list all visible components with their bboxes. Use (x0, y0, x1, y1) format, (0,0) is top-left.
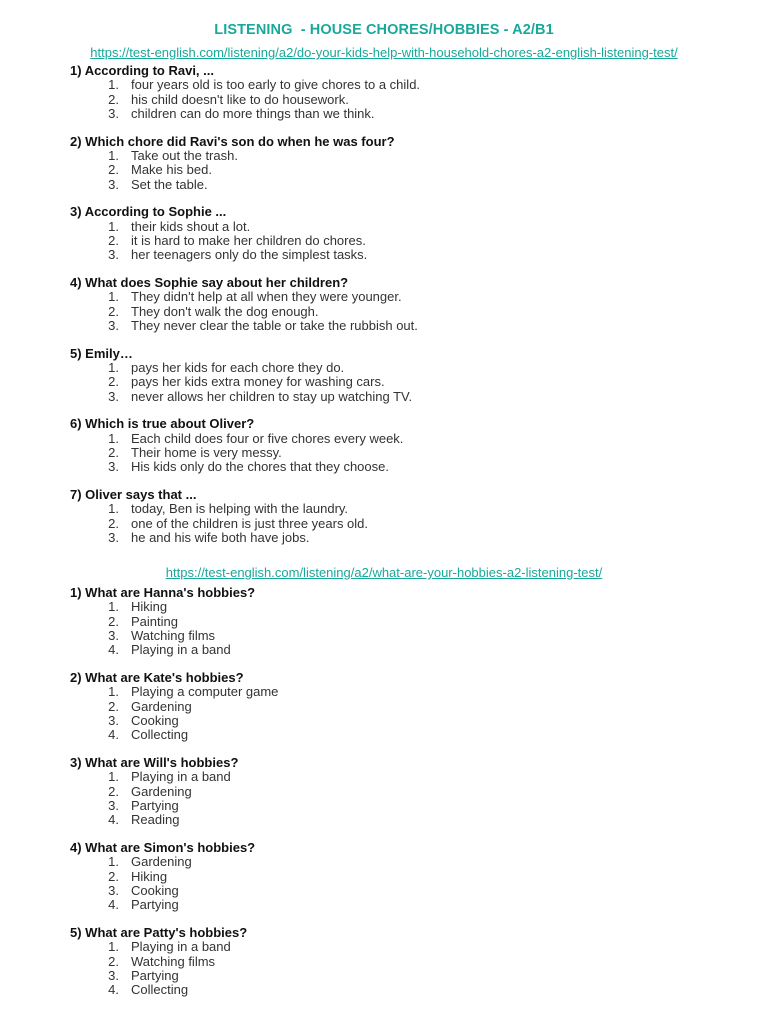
answer-option (70, 629, 750, 643)
option-text: Partying (131, 897, 179, 913)
answer-option (70, 93, 750, 107)
document-title: LISTENING - HOUSE CHORES/HOBBIES - A2/B1 (214, 22, 554, 38)
option-text: They don't walk the dog enough. (131, 303, 319, 319)
option-text: Hiking (131, 599, 168, 615)
answer-option (70, 220, 750, 234)
option-number: 2. (108, 232, 119, 248)
option-text: Watching films (131, 627, 216, 643)
option-text: Cooking (131, 882, 179, 898)
option-number: 2. (108, 445, 119, 461)
answer-option (70, 446, 750, 460)
option-number: 1. (108, 854, 119, 870)
answer-option (70, 770, 750, 784)
answer-option (70, 785, 750, 799)
question-title: 3) According to Sophie ... (70, 204, 227, 220)
option-text: never allows her children to stay up watching TV. (131, 388, 413, 404)
answer-option (70, 163, 750, 177)
question-block (70, 347, 750, 404)
question-block (70, 64, 750, 121)
option-number: 1. (108, 289, 119, 305)
option-text: Partying (131, 967, 179, 983)
option-text: four years old is too early to give chores to a child. (131, 77, 421, 93)
option-number: 3. (108, 176, 119, 192)
option-number: 3. (108, 530, 119, 546)
option-number: 3. (108, 317, 119, 333)
answer-option (70, 799, 750, 813)
question-title: 5) What are Patty's hobbies? (70, 924, 248, 940)
section-1-link[interactable]: https://test-english.com/listening/a2/do-your-kids-help-with-household-chores-a2-english-listening-test/ (90, 45, 678, 60)
option-text: Make his bed. (131, 162, 212, 178)
option-text: Painting (131, 613, 178, 629)
answer-option (70, 319, 750, 333)
answer-option (70, 432, 750, 446)
answer-option (70, 940, 750, 954)
option-text: Take out the trash. (131, 147, 238, 163)
option-text: Gardening (131, 783, 192, 799)
option-number: 2. (108, 374, 119, 390)
question-block (70, 586, 750, 657)
option-text: Their home is very messy. (131, 445, 282, 461)
question-title: 5) Emily… (70, 345, 133, 361)
option-number: 3. (108, 712, 119, 728)
question-title: 1) According to Ravi, ... (70, 63, 214, 78)
option-text: Gardening (131, 698, 192, 714)
option-text: Collecting (131, 982, 189, 998)
option-number: 2. (108, 91, 119, 107)
option-text: Collecting (131, 727, 189, 743)
option-text: it is hard to make her children do chores. (131, 232, 366, 248)
answer-option (70, 78, 750, 92)
option-number: 1. (108, 360, 119, 376)
question-title: 3) What are Will's hobbies? (70, 754, 239, 770)
option-text: Hiking (131, 868, 168, 884)
answer-option (70, 361, 750, 375)
answer-option (70, 517, 750, 531)
option-number: 3. (108, 459, 119, 475)
question-block (70, 756, 750, 827)
answer-option (70, 234, 750, 248)
option-text: Playing in a band (131, 642, 231, 658)
question-block (70, 841, 750, 912)
question-block (70, 276, 750, 333)
answer-option (70, 685, 750, 699)
option-number: 1. (108, 599, 119, 615)
answer-option (70, 728, 750, 742)
option-text: Cooking (131, 712, 179, 728)
answer-option (70, 178, 750, 192)
answer-option (70, 700, 750, 714)
answer-option (70, 375, 750, 389)
option-number: 1. (108, 147, 119, 163)
answer-option (70, 643, 750, 657)
option-number: 2. (108, 613, 119, 629)
option-text: he and his wife both have jobs. (131, 530, 310, 546)
option-text: one of the children is just three years old. (131, 515, 369, 531)
answer-option (70, 107, 750, 121)
option-number: 2. (108, 698, 119, 714)
option-text: today, Ben is helping with the laundry. (131, 501, 349, 517)
option-number: 3. (108, 388, 119, 404)
option-number: 2. (108, 303, 119, 319)
option-text: Playing in a band (131, 769, 231, 785)
option-number: 2. (108, 953, 119, 969)
option-number: 3. (108, 627, 119, 643)
option-number: 4. (108, 982, 119, 998)
answer-option (70, 305, 750, 319)
option-text: They never clear the table or take the rubbish out. (131, 317, 418, 333)
question-title: 4) What are Simon's hobbies? (70, 839, 256, 855)
option-text: Each child does four or five chores every week. (131, 430, 404, 446)
question-title: 7) Oliver says that ... (70, 487, 197, 503)
option-number: 3. (108, 967, 119, 983)
answer-option (70, 460, 750, 474)
answer-option (70, 714, 750, 728)
answer-option (70, 855, 750, 869)
answer-option (70, 600, 750, 614)
question-block (70, 135, 750, 192)
option-number: 1. (108, 769, 119, 785)
question-block (70, 488, 750, 545)
option-number: 3. (108, 797, 119, 813)
option-text: His kids only do the chores that they choose. (131, 459, 389, 475)
option-number: 1. (108, 501, 119, 517)
option-text: his child doesn't like to do housework. (131, 91, 349, 107)
hobbies-questions (70, 586, 750, 1011)
option-text: Gardening (131, 854, 192, 870)
question-block (70, 417, 750, 474)
option-text: Watching films (131, 953, 216, 969)
answer-option (70, 983, 750, 997)
question-title: 2) What are Kate's hobbies? (70, 669, 244, 685)
option-number: 3. (108, 105, 119, 121)
option-text: their kids shout a lot. (131, 218, 251, 234)
option-number: 1. (108, 939, 119, 955)
option-number: 3. (108, 882, 119, 898)
answer-option (70, 813, 750, 827)
option-text: Partying (131, 797, 179, 813)
answer-option (70, 390, 750, 404)
option-text: Set the table. (131, 176, 208, 192)
option-number: 1. (108, 430, 119, 446)
option-number: 2. (108, 162, 119, 178)
option-number: 3. (108, 247, 119, 263)
question-title: 2) Which chore did Ravi's son do when he was four? (70, 133, 395, 149)
option-number: 1. (108, 218, 119, 234)
answer-option (70, 502, 750, 516)
option-text: Playing a computer game (131, 684, 279, 700)
section-2-link[interactable]: https://test-english.com/listening/a2/what-are-your-hobbies-a2-listening-test/ (165, 565, 603, 580)
option-text: children can do more things than we think. (131, 105, 375, 121)
question-title: 4) What does Sophie say about her children? (70, 275, 349, 291)
option-number: 4. (108, 812, 119, 828)
option-number: 2. (108, 515, 119, 531)
question-block (70, 671, 750, 742)
option-number: 2. (108, 868, 119, 884)
answer-option (70, 615, 750, 629)
answer-option (70, 149, 750, 163)
option-text: Reading (131, 812, 180, 828)
answer-option (70, 531, 750, 545)
option-text: They didn't help at all when they were younger. (131, 289, 402, 305)
option-text: her teenagers only do the simplest tasks. (131, 247, 368, 263)
option-number: 4. (108, 727, 119, 743)
option-text: pays her kids for each chore they do. (131, 360, 345, 376)
option-number: 1. (108, 684, 119, 700)
question-block (70, 926, 750, 997)
answer-option (70, 290, 750, 304)
answer-option (70, 969, 750, 983)
answer-option (70, 248, 750, 262)
option-number: 1. (108, 77, 119, 93)
option-text: Playing in a band (131, 939, 231, 955)
option-number: 2. (108, 783, 119, 799)
question-title: 6) Which is true about Oliver? (70, 416, 255, 432)
chores-questions (70, 64, 750, 559)
question-block (70, 205, 750, 262)
option-text: pays her kids extra money for washing cars. (131, 374, 385, 390)
answer-option (70, 898, 750, 912)
answer-option (70, 884, 750, 898)
option-number: 4. (108, 642, 119, 658)
question-title: 1) What are Hanna's hobbies? (70, 585, 256, 600)
option-number: 4. (108, 897, 119, 913)
answer-option (70, 870, 750, 884)
answer-option (70, 955, 750, 969)
